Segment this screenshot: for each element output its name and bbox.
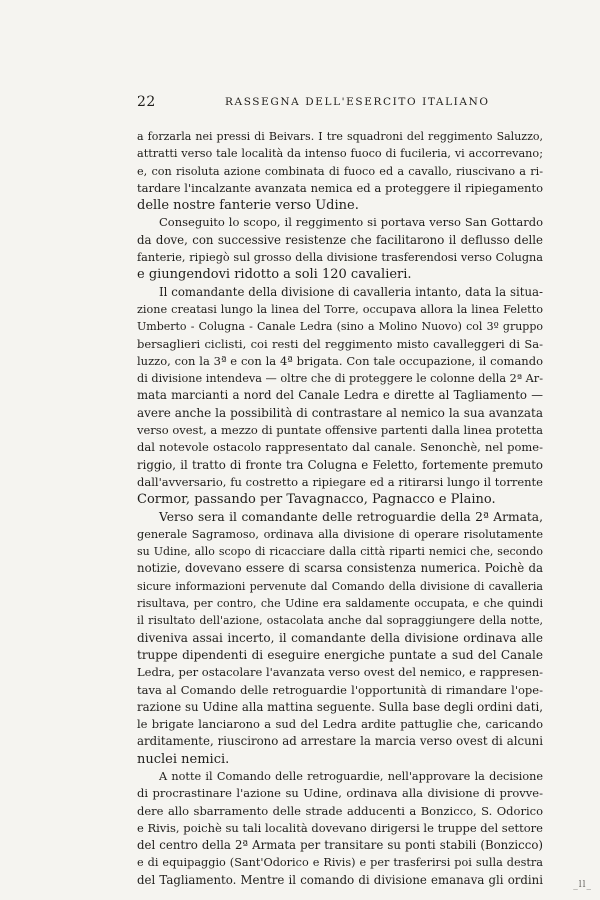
- body-text: [137, 128, 543, 889]
- text-line: nuclei nemici.: [137, 751, 230, 767]
- text-line: truppe dipendenti di eseguire energiche puntate a sud del Canale: [137, 647, 543, 662]
- text-line: bersaglieri ciclisti, coi resti del reggimento misto cavalleggeri di Sa-: [137, 336, 543, 351]
- text-line: Umberto - Colugna - Canale Ledra (sino a Molino Nuovo) col 3º gruppo: [137, 320, 543, 334]
- text-line: dall'avversario, fu costretto a ripiegare ed a ritirarsi lungo il torrente: [137, 474, 543, 489]
- text-line: tardare l'incalzante avanzata nemica ed a proteggere il ripiegamento: [137, 180, 543, 195]
- text-line: di divisione intendeva — oltre che di proteggere le colonne della 2ª Ar-: [137, 372, 543, 386]
- running-header: [137, 94, 543, 112]
- text-line: razione su Udine alla mattina seguente. Sulla base degli ordini dati,: [137, 699, 543, 714]
- text-line: su Udine, allo scopo di ricacciare dalla città riparti nemici che, secondo: [137, 545, 543, 559]
- text-line: Il comandante della divisione di cavalleria intanto, data la situa-: [159, 284, 543, 299]
- text-line: Ledra, per ostacolare l'avanzata verso ovest del nemico, e rappresen-: [137, 665, 543, 680]
- text-line: Cormor, passando per Tavagnacco, Pagnacco e Plaino.: [137, 492, 496, 508]
- text-line: attratti verso tale località da intenso fuoco di fucileria, vi accorrevano;: [137, 147, 543, 161]
- page-number: 22: [137, 94, 156, 110]
- text-line: generale Sagramoso, ordinava alla divisione di operare risolutamente: [137, 527, 543, 541]
- scan-corner-mark: _ll_: [573, 880, 592, 890]
- text-line: tava al Comando delle retroguardie l'opportunità di rimandare l'ope-: [137, 682, 543, 697]
- text-line: del Tagliamento. Mentre il comando di divisione emanava gli ordini: [137, 872, 543, 887]
- text-line: dal notevole ostacolo rappresentato dal canale. Senonchè, nel pome-: [137, 440, 543, 455]
- text-line: Conseguito lo scopo, il reggimento si portava verso San Gottardo: [159, 215, 543, 230]
- text-line: sicure informazioni pervenute dal Comando della divisione di cavalleria: [137, 579, 543, 593]
- running-title: RASSEGNA DELL'ESERCITO ITALIANO: [225, 96, 490, 108]
- text-line: notizie, dovevano essere di scarsa consistenza numerica. Poichè da: [137, 561, 543, 576]
- text-line: il risultato dell'azione, ostacolata anche dal sopraggiungere della notte,: [137, 614, 543, 628]
- text-line: arditamente, riuscirono ad arrestare la marcia verso ovest di alcuni: [137, 734, 543, 749]
- text-line: Verso sera il comandante delle retroguardie della 2ª Armata,: [159, 509, 543, 524]
- text-line: e di equipaggio (Sant'Odorico e Rivis) e per trasferirsi poi sulla destra: [137, 856, 543, 870]
- text-line: diveniva assai incerto, il comandante della divisione ordinava alle: [137, 630, 543, 645]
- text-line: di procrastinare l'azione su Udine, ordinava alla divisione di provve-: [137, 786, 543, 801]
- text-line: dere allo sbarramento delle strade adducenti a Bonzicco, S. Odorico: [137, 803, 543, 818]
- text-line: verso ovest, a mezzo di puntate offensive partenti dalla linea protetta: [137, 423, 543, 438]
- text-line: A notte il Comando delle retroguardie, nell'approvare la decisione: [159, 769, 543, 783]
- text-line: avere anche la possibilità di contrastare al nemico la sua avanzata: [137, 405, 543, 420]
- text-line: da dove, con successive resistenze che facilitarono il deflusso delle: [137, 232, 543, 247]
- text-line: e, con risoluta azione combinata di fuoco ed a cavallo, riuscivano a ri-: [137, 164, 543, 178]
- text-line: e Rivis, poichè su tali località dovevano dirigersi le truppe del settore: [137, 820, 543, 835]
- text-line: luzzo, con la 3ª e con la 4ª brigata. Con tale occupazione, il comando: [137, 353, 543, 368]
- text-line: e giungendovi ridotto a soli 120 cavalieri.: [137, 267, 412, 283]
- text-line: del centro della 2ª Armata per transitare su ponti stabili (Bonzicco): [137, 838, 543, 853]
- text-line: le brigate lanciarono a sud del Ledra ardite pattuglie che, caricando: [137, 717, 543, 732]
- text-line: mata marcianti a nord del Canale Ledra e dirette al Tagliamento —: [137, 388, 543, 403]
- text-line: risultava, per contro, che Udine era saldamente occupata, e che quindi: [137, 597, 543, 611]
- text-line: delle nostre fanterie verso Udine.: [137, 198, 359, 214]
- text-line: fanterie, ripiegò sul grosso della divisione trasferendosi verso Colugna: [137, 251, 543, 265]
- text-line: zione creatasi lungo la linea del Torre, occupava allora la linea Feletto: [137, 302, 543, 316]
- text-line: a forzarla nei pressi di Beivars. I tre squadroni del reggimento Saluzzo,: [137, 130, 543, 143]
- text-line: riggio, il tratto di fronte tra Colugna e Feletto, fortemente premuto: [137, 457, 543, 472]
